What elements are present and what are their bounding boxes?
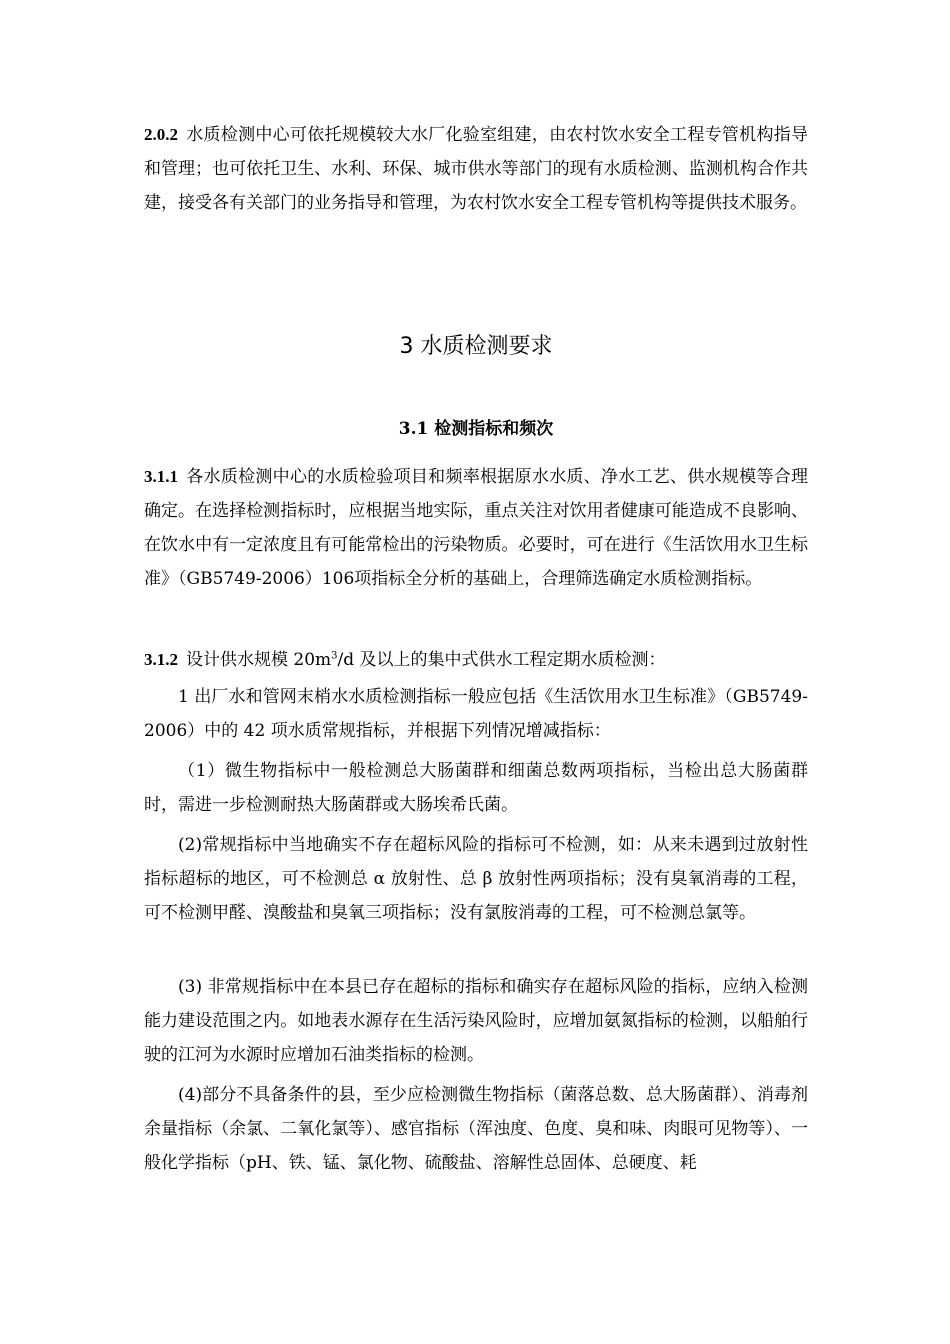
clause-number: 3.1.1 [144, 467, 178, 486]
paragraph-text-after: /d 及以上的集中式供水工程定期水质检测： [337, 650, 666, 670]
paragraph-text: 水质检测中心可依托规模较大水厂化验室组建，由农村饮水安全工程专管机构指导和管理；也可依托卫生、水利、环保、城市供水等部门的现有水质检测、监测机构合作共建，接受各有关部门的业务指导和管理，为农村饮水安全工程专管机构等提供技术服务。 [144, 125, 808, 213]
paragraph-text-before: 设计供水规模 20m [186, 650, 332, 670]
paragraph-text: 各水质检测中心的水质检验项目和频率根据原水水质、净水工艺、供水规模等合理确定。在选择检测指标时，应根据当地实际，重点关注对饮用者健康可能造成不良影响、在饮水中有一定浓度且有可能常检出的污染物质。必要时，可在进行《生活饮用水卫生标准》（GB5749-2006）106项指标全分析的基础上，合理筛选确定水质检测指标。 [144, 467, 808, 589]
sub-item-4: (4)部分不具备条件的县，至少应检测微生物指标（菌落总数、总大肠菌群）、消毒剂余量指标（余氯、二氧化氯等）、感官指标（浑浊度、色度、臭和味、肉眼可见物等）、一般化学指标（pH、铁、锰、氯化物、硫酸盐、溶解性总固体、总硬度、耗 [144, 1085, 808, 1173]
clause-number: 2.0.2 [144, 125, 178, 144]
clause-number: 3.1.2 [144, 650, 178, 669]
sub-item-3: (3) 非常规指标中在本县已存在超标的指标和确实存在超标风险的指标，应纳入检测能力建设范围之内。如地表水源存在生活污染风险时，应增加氨氮指标的检测，以船舶行驶的江河为水源时应增加石油类指标的检测。 [144, 977, 808, 1065]
chapter-title: 3 水质检测要求 [399, 334, 553, 359]
paragraph-3-1-2 [144, 643, 808, 677]
paragraph-2-0-2 [144, 118, 808, 220]
sub-item-1: （1）微生物指标中一般检测总大肠菌群和细菌总数两项指标，当检出总大肠菌群时，需进一步检测耐热大肠菌群或大肠埃希氏菌。 [144, 761, 808, 815]
item-1: 1 出厂水和管网末梢水水质检测指标一般应包括《生活饮用水卫生标准》（GB5749-2006）中的 42 项水质常规指标，并根据下列情况增减指标： [144, 687, 808, 741]
paragraph-3-1-1 [144, 460, 808, 596]
sub-item-2: (2)常规指标中当地确实不存在超标风险的指标可不检测，如：从来未遇到过放射性指标超标的地区，可不检测总 α 放射性、总 β 放射性两项指标；没有臭氧消毒的工程，可不检测甲醛、溴酸盐和臭氧三项指标；没有氯胺消毒的工程，可不检测总氯等。 [144, 835, 808, 923]
superscript: 3 [331, 650, 338, 662]
section-title: 3.1 检测指标和频次 [398, 419, 554, 439]
